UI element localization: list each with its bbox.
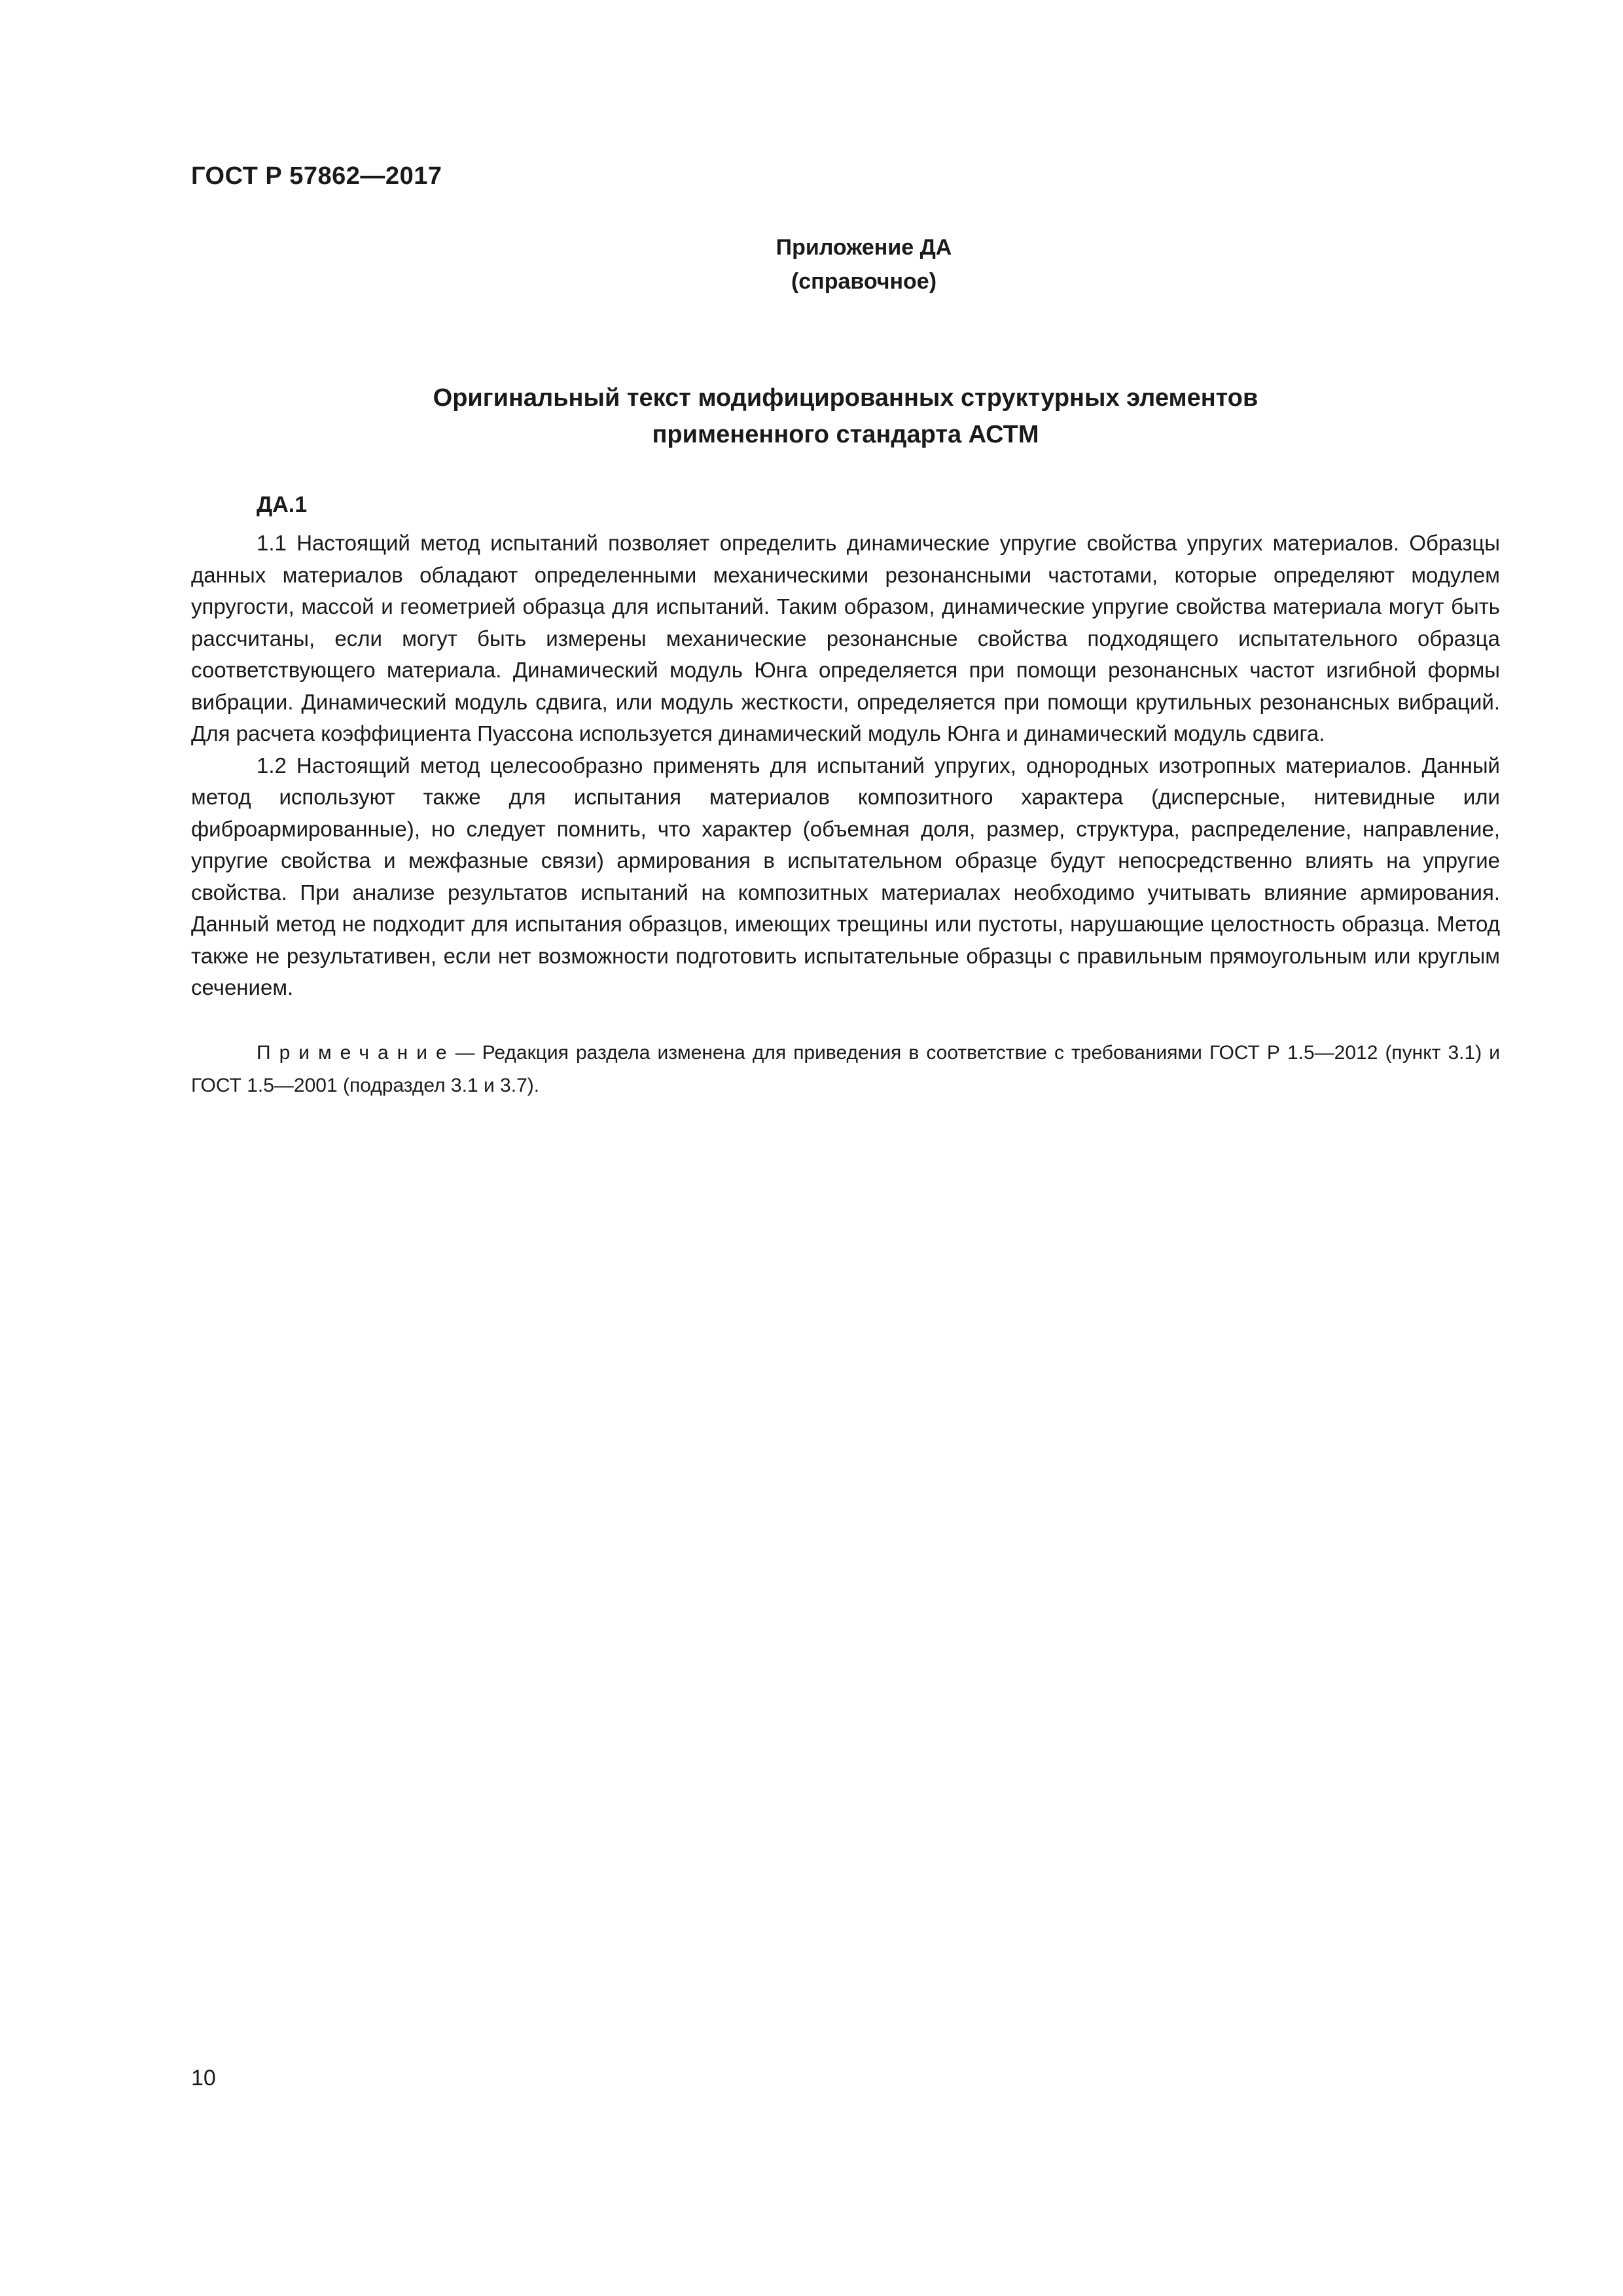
title-line-1: Оригинальный текст модифицированных структурных элементов xyxy=(433,384,1258,412)
page-number: 10 xyxy=(191,2066,216,2090)
title-line-2: примененного стандарта АСТМ xyxy=(652,421,1039,448)
note-text: — Редакция раздела изменена для приведения в соответствие с требованиями ГОСТ Р 1.5—2012 (пункт 3.1) и ГОСТ 1.5—2001 (подраздел 3.1 и 3.7). xyxy=(191,1042,1500,1096)
note-label: Примечание xyxy=(257,1042,455,1064)
appendix-kind: (справочное) xyxy=(791,269,937,294)
document-code-header: ГОСТ Р 57862—2017 xyxy=(191,162,442,190)
paragraph-1-1: 1.1 Настоящий метод испытаний позволяет определить динамические упругие свойства упругих материалов. Образцы данных материалов обладают определенными механическими резонансными частотами, которые определяют модулем упругости, массой и геометрией образца для испытаний. Таким образом, динамические упругие свойства материала могут быть рассчитаны, если могут быть измерены механические резонансные свойства подходящего испытательного образца соответствующего материала. Динамический модуль Юнга определяется при помощи резонансных частот изгибной формы вибрации. Динамический модуль сдвига, или модуль жесткости, определяется при помощи крутильных резонансных вибраций. Для расчета коэффициента Пуассона используется динамический модуль Юнга и динамический модуль сдвига. xyxy=(191,531,1500,745)
appendix-name: Приложение ДА xyxy=(776,235,952,260)
page-title xyxy=(191,380,1500,453)
appendix-heading xyxy=(681,230,1047,298)
paragraph-1-2: 1.2 Настоящий метод целесообразно применять для испытаний упругих, однородных изотропных материалов. Данный метод используют также для испытания материалов композитного характера (дисперсные, нитевидные или фиброармированные), но следует помнить, что характер (объемная доля, размер, структура, распределение, направление, упругие свойства и межфазные связи) армирования в испытательном образце будут непосредственно влиять на упругие свойства. При анализе результатов испытаний на композитных материалах необходимо учитывать влияние армирования. Данный метод не подходит для испытания образцов, имеющих трещины или пустоты, нарушающие целостность образца. Метод также не результативен, если нет возможности подготовить испытательные образцы с правильным прямоугольным или круглым сечением. xyxy=(191,753,1500,999)
section-body xyxy=(191,528,1500,1004)
section-label: ДА.1 xyxy=(257,492,308,517)
note-block xyxy=(191,1037,1500,1102)
